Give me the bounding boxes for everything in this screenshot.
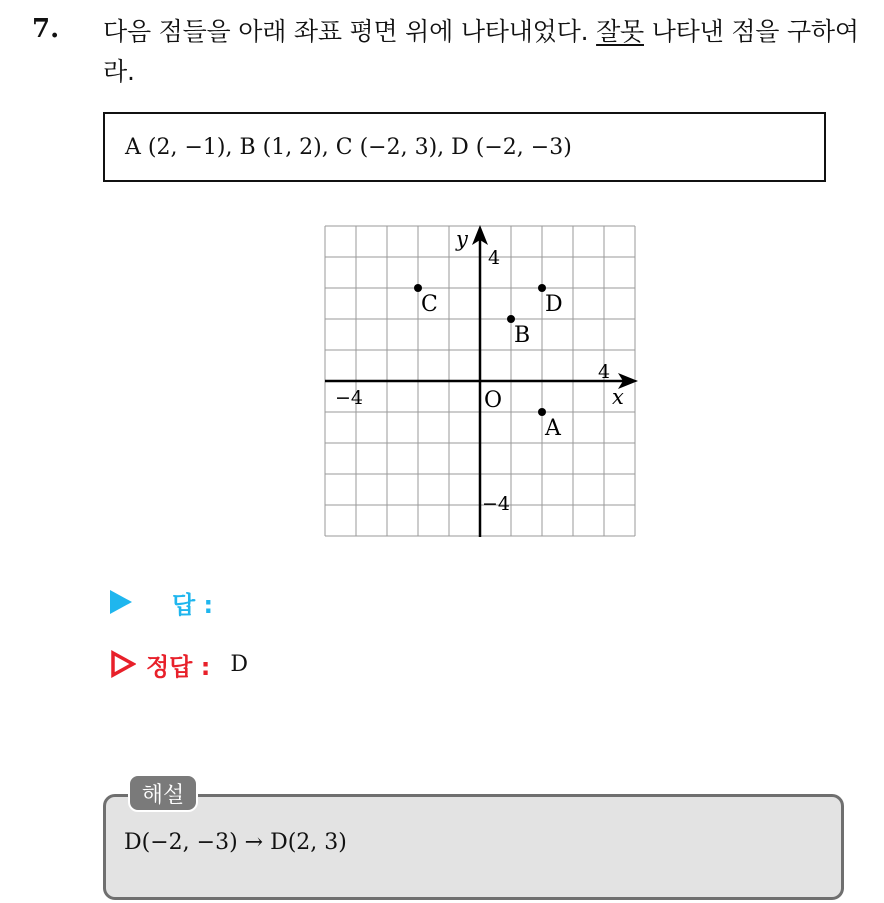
axes <box>325 225 638 537</box>
point-label-d: D <box>545 292 563 317</box>
tick-label-x-neg: −4 <box>335 387 364 409</box>
correct-answer-row <box>110 646 248 682</box>
coordinate-plane <box>316 220 646 544</box>
tick-label-y-pos: 4 <box>488 247 501 269</box>
point-label-a: A <box>545 416 561 441</box>
points-box <box>103 112 826 182</box>
point-a <box>538 408 546 416</box>
point-b <box>507 315 515 323</box>
solution-text: D(−2, −3) → D(2, 3) <box>124 830 347 855</box>
plotted-points <box>414 284 563 441</box>
tick-label-x-pos: 4 <box>598 361 611 383</box>
origin-label: O <box>484 388 503 413</box>
play-triangle-icon <box>110 590 132 614</box>
y-axis-label: y <box>456 227 468 251</box>
point-label-b: B <box>514 323 531 348</box>
question-number: 7. <box>32 14 60 44</box>
x-axis-label: x <box>612 385 624 409</box>
outline-triangle-icon <box>110 650 136 678</box>
question-text-underlined: 잘못 <box>596 17 644 46</box>
point-c <box>414 284 422 292</box>
solution-tag: 해설 <box>128 774 198 812</box>
point-d <box>538 284 546 292</box>
question-text-part2: 나타낸 점을 구하여라. <box>103 17 859 86</box>
question-text <box>103 12 873 92</box>
coordinate-plane-svg <box>316 220 646 544</box>
question-text-part1: 다음 점들을 아래 좌표 평면 위에 나타내었다. <box>103 17 597 46</box>
correct-answer-value: D <box>230 651 248 677</box>
answer-label: 답 : <box>172 590 214 619</box>
answer-row <box>110 584 213 620</box>
correct-answer-label: 정답 : <box>146 652 211 681</box>
tick-label-y-neg: −4 <box>482 493 511 515</box>
point-label-c: C <box>421 292 438 317</box>
points-list: A (2, −1), B (1, 2), C (−2, 3), D (−2, −3) <box>125 134 572 160</box>
